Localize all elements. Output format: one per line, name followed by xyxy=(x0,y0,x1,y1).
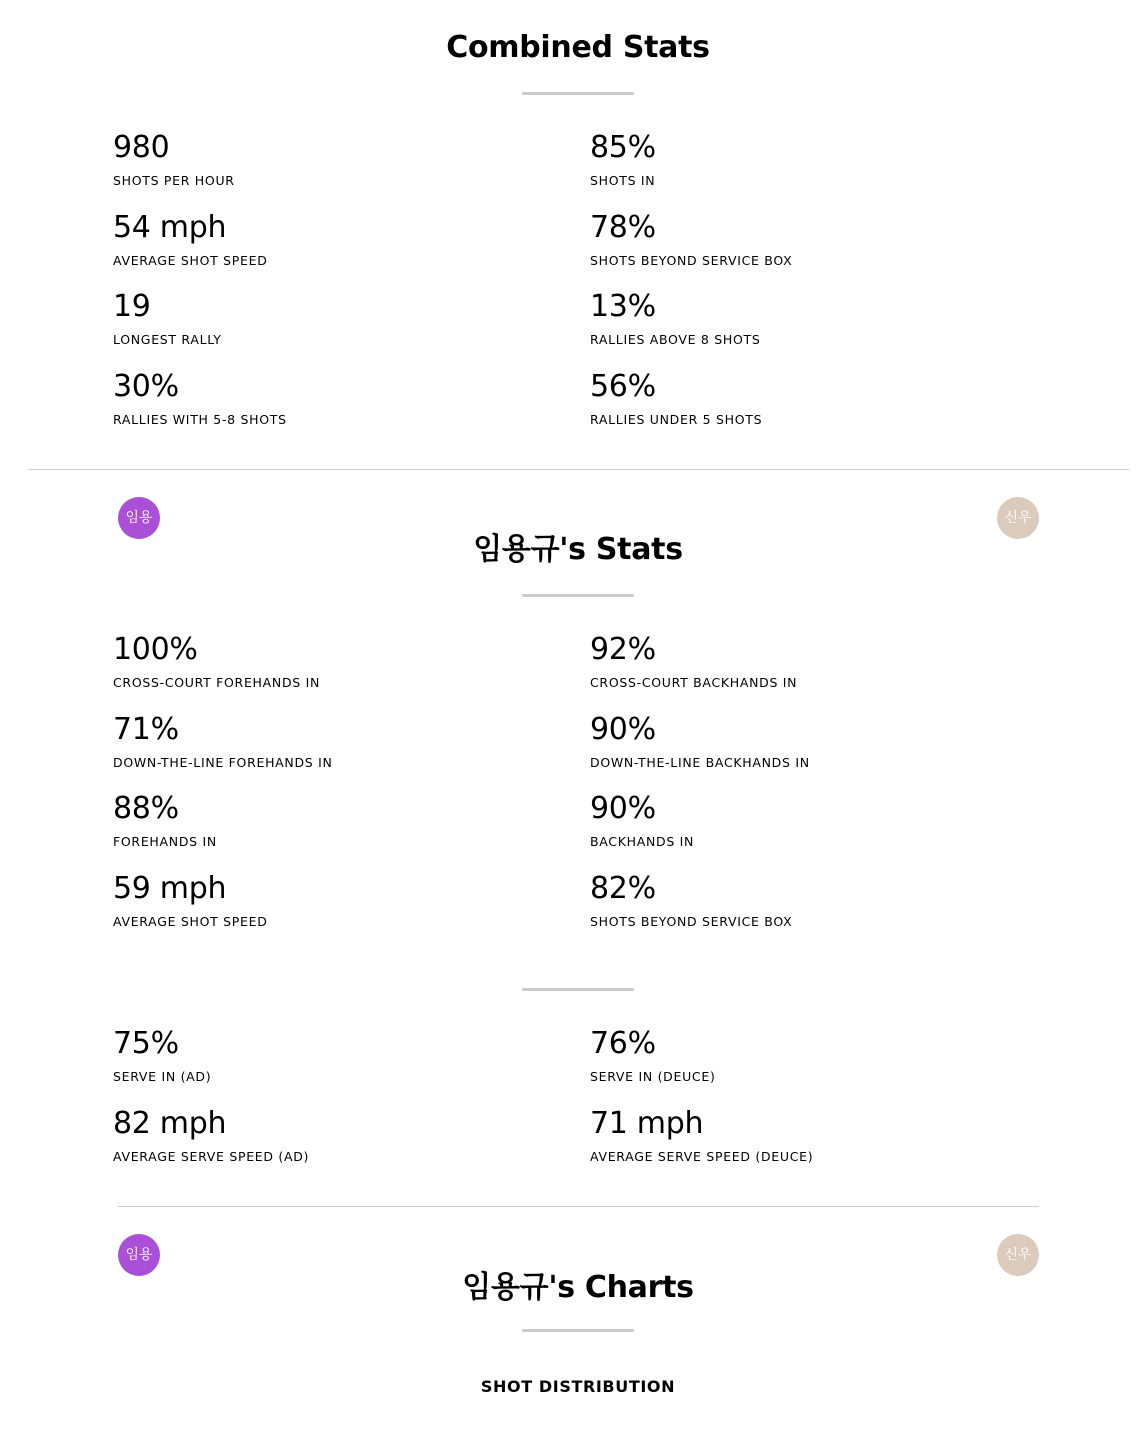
stat-shots-in xyxy=(590,132,1010,189)
stat-label: DOWN-THE-LINE FOREHANDS IN xyxy=(113,755,333,770)
stat-label: RALLIES WITH 5-8 SHOTS xyxy=(113,412,287,427)
player-charts-title: 임용규's Charts xyxy=(462,1270,694,1305)
stat-label: FOREHANDS IN xyxy=(113,834,217,849)
stat-label: BACKHANDS IN xyxy=(590,834,695,849)
stat-value: 71% xyxy=(113,712,179,747)
stat-label: AVERAGE SERVE SPEED (AD) xyxy=(113,1149,310,1164)
stat-label: CROSS-COURT FOREHANDS IN xyxy=(113,675,321,690)
stat-value: 90% xyxy=(590,791,656,826)
stat-label: AVERAGE SHOT SPEED xyxy=(113,914,268,929)
stat-value: 30% xyxy=(113,369,179,404)
combined-stats-title: Combined Stats xyxy=(446,30,710,65)
stat-value: 59 mph xyxy=(113,871,227,906)
stat-label: SHOTS BEYOND SERVICE BOX xyxy=(590,914,793,929)
stat-value: 82 mph xyxy=(113,1106,227,1141)
stat-label: DOWN-THE-LINE BACKHANDS IN xyxy=(590,755,810,770)
stat-label: LONGEST RALLY xyxy=(113,332,222,347)
stat-value: 82% xyxy=(590,871,656,906)
stat-value: 78% xyxy=(590,210,656,245)
stat-label: SHOTS IN xyxy=(590,173,656,188)
stat-shots-beyond-service-box xyxy=(590,212,1010,269)
stat-longest-rally xyxy=(113,291,533,348)
stat-player-shots-beyond-service-box xyxy=(590,873,1010,930)
stat-dtl-forehands xyxy=(113,714,533,771)
section-separator xyxy=(28,469,1129,470)
stat-serve-speed-deuce xyxy=(590,1108,1010,1165)
player-avatar-left[interactable]: 임용 xyxy=(118,1234,160,1276)
stat-label: AVERAGE SERVE SPEED (DEUCE) xyxy=(590,1149,814,1164)
stat-value: 100% xyxy=(113,632,198,667)
stat-value: 13% xyxy=(590,289,656,324)
section-separator xyxy=(118,1206,1039,1207)
stat-label: SHOTS PER HOUR xyxy=(113,173,235,188)
section-divider xyxy=(522,988,634,991)
stat-value: 76% xyxy=(590,1026,656,1061)
stat-average-shot-speed xyxy=(113,212,533,269)
stat-backhands-in xyxy=(590,793,1010,850)
stat-value: 71 mph xyxy=(590,1106,704,1141)
stat-value: 980 xyxy=(113,130,170,165)
section-divider xyxy=(522,1329,634,1332)
stat-shots-per-hour xyxy=(113,132,533,189)
stat-label: RALLIES ABOVE 8 SHOTS xyxy=(590,332,761,347)
stat-value: 56% xyxy=(590,369,656,404)
stat-label: SHOTS BEYOND SERVICE BOX xyxy=(590,253,793,268)
stat-rallies-5-8 xyxy=(113,371,533,428)
player-avatar-right[interactable]: 신우 xyxy=(997,1234,1039,1276)
shot-distribution-heading: SHOT DISTRIBUTION xyxy=(480,1377,676,1396)
stat-label: CROSS-COURT BACKHANDS IN xyxy=(590,675,798,690)
stat-value: 54 mph xyxy=(113,210,227,245)
section-divider xyxy=(522,594,634,597)
player-stats-title: 임용규's Stats xyxy=(473,532,683,567)
stat-crosscourt-backhands xyxy=(590,634,1010,691)
stat-value: 75% xyxy=(113,1026,179,1061)
stat-player-average-shot-speed xyxy=(113,873,533,930)
stat-label: SERVE IN (DEUCE) xyxy=(590,1069,716,1084)
player-avatar-left[interactable]: 임용 xyxy=(118,497,160,539)
stat-rallies-above-8 xyxy=(590,291,1010,348)
stat-serve-in-deuce xyxy=(590,1028,1010,1085)
section-divider xyxy=(522,92,634,95)
player-avatar-right[interactable]: 신우 xyxy=(997,497,1039,539)
stat-label: AVERAGE SHOT SPEED xyxy=(113,253,268,268)
stat-value: 90% xyxy=(590,712,656,747)
stat-dtl-backhands xyxy=(590,714,1010,771)
stat-label: SERVE IN (AD) xyxy=(113,1069,212,1084)
stat-crosscourt-forehands xyxy=(113,634,533,691)
stat-label: RALLIES UNDER 5 SHOTS xyxy=(590,412,763,427)
stat-value: 85% xyxy=(590,130,656,165)
stat-serve-speed-ad xyxy=(113,1108,533,1165)
stat-value: 19 xyxy=(113,289,151,324)
stat-rallies-under-5 xyxy=(590,371,1010,428)
stat-value: 92% xyxy=(590,632,656,667)
stat-serve-in-ad xyxy=(113,1028,533,1085)
stat-forehands-in xyxy=(113,793,533,850)
stat-value: 88% xyxy=(113,791,179,826)
